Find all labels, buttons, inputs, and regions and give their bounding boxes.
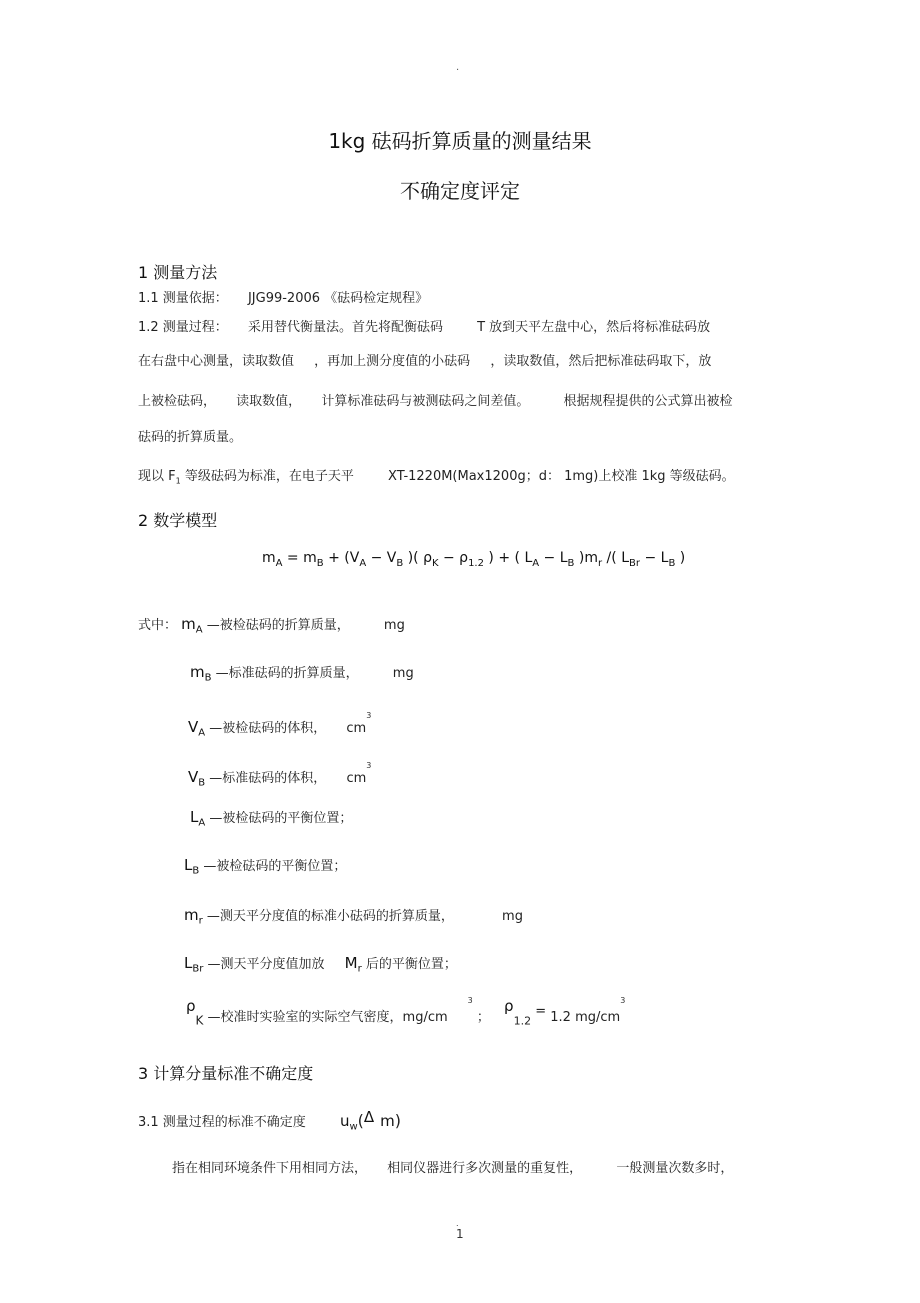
- eq-subscript: w: [349, 1121, 358, 1133]
- eq-operator: =: [535, 1004, 547, 1019]
- eq-subscript: A: [275, 558, 283, 569]
- def-symbol: L: [184, 856, 193, 874]
- def-row-mr: [184, 905, 523, 927]
- eq-subscript: B: [567, 558, 575, 569]
- document-title: 1kg 砝码折算质量的测量结果: [328, 129, 592, 153]
- def-unit: mg: [392, 666, 414, 681]
- paren-close: ): [394, 1111, 402, 1130]
- def-subscript: B: [204, 672, 212, 684]
- delta-symbol: Δ: [363, 1108, 375, 1126]
- paren-open: (: [357, 1111, 364, 1130]
- page-number: [456, 1221, 464, 1241]
- footer-dot: .: [456, 1219, 459, 1228]
- text-segment: 上被检砝码，: [138, 394, 217, 409]
- eq-subscript: r: [597, 558, 603, 569]
- eq-symbol: u: [339, 1112, 350, 1130]
- def-subscript: A: [195, 624, 203, 636]
- def-text: —测天平分度值加放: [207, 957, 325, 972]
- def-unit: mg: [502, 909, 523, 924]
- page-number-value: 1: [456, 1227, 464, 1241]
- section-1-2-line3: [138, 390, 732, 409]
- section-1-2-line5: [138, 465, 735, 486]
- def-symbol: m: [184, 906, 199, 924]
- eq-operator: −: [640, 550, 661, 566]
- text-segment: ，读取数值，然后把标准砝码取下，放: [490, 354, 712, 369]
- def-unit: cm: [346, 721, 367, 736]
- section-3-1: [138, 1108, 401, 1133]
- def-subscript: Br: [192, 963, 204, 975]
- eq-operator: −: [438, 550, 460, 566]
- def-subscript: B: [198, 777, 206, 789]
- eq-subscript: A: [532, 558, 540, 569]
- def-separator: ；: [476, 1010, 490, 1025]
- def-subscript: B: [192, 865, 200, 877]
- def-subscript: A: [198, 727, 206, 739]
- def-superscript: 3: [366, 711, 372, 720]
- eq-symbol: V: [349, 550, 360, 566]
- section-2-heading: 2 数学模型: [138, 511, 218, 530]
- text-segment: 读取数值，: [236, 394, 302, 409]
- section-3-1-paragraph: [172, 1157, 733, 1176]
- def-row-VA: [188, 711, 371, 739]
- eq-operator: =: [282, 550, 304, 566]
- header-dot: .: [456, 62, 460, 73]
- def-subscript: A: [198, 817, 206, 829]
- eq-subscript: K: [431, 558, 439, 569]
- def-text: —标准砝码的体积，: [209, 771, 327, 786]
- label-1-2: 1.2 测量过程：: [138, 320, 228, 335]
- def-text: —被检砝码的平衡位置；: [203, 859, 347, 874]
- eq-operator: )(: [403, 550, 424, 566]
- section-1-2-line1: [138, 316, 710, 335]
- def-row-VB: [188, 761, 371, 789]
- document-subtitle: 不确定度评定: [400, 179, 520, 203]
- def-symbol: L: [184, 954, 193, 972]
- eq-symbol: L: [660, 550, 669, 566]
- def-row-LBr: [184, 953, 457, 975]
- section-1-2-line4: 砝码的折算质量。: [138, 430, 243, 445]
- text-segment: 相同仪器进行多次测量的重复性，: [387, 1161, 583, 1176]
- def-row-rho: [186, 996, 625, 1028]
- def-superscript: 3: [366, 761, 372, 770]
- def-row-mA: [138, 614, 405, 636]
- eq-subscript: B: [396, 558, 404, 569]
- where-label: 式中：: [138, 618, 178, 633]
- text-segment: XT-1220M(Max1200g；d： 1mg)上校准 1kg 等级砝码。: [388, 469, 735, 484]
- def-unit: mg: [383, 618, 405, 633]
- def-superscript: 3: [620, 996, 626, 1005]
- eq-operator: ) + (: [483, 550, 525, 566]
- label-1-1: 1.1 测量依据：: [138, 291, 228, 306]
- model-equation: [262, 550, 685, 569]
- def-symbol: m: [181, 615, 196, 633]
- eq-subscript: A: [359, 558, 367, 569]
- eq-operator: + (: [323, 550, 350, 566]
- eq-symbol: L: [621, 550, 630, 566]
- section-1-1: [138, 287, 428, 306]
- def-subscript: 1.2: [513, 1014, 532, 1028]
- text-segment: 等级砝码为标准，在电子天平: [184, 469, 354, 484]
- text-segment: 采用替代衡量法。首先将配衡砝码: [247, 320, 443, 335]
- label-3-1: 3.1 测量过程的标准不确定度: [138, 1115, 306, 1130]
- eq-operator: ): [574, 550, 585, 566]
- eq-operator: ): [675, 550, 686, 566]
- eq-symbol: m: [380, 1112, 395, 1130]
- eq-symbol: m: [303, 550, 317, 566]
- def-row-LB: [184, 855, 346, 877]
- eq-subscript: 1.2: [468, 558, 484, 569]
- eq-symbol: m: [262, 550, 276, 566]
- eq-symbol: ρ: [459, 550, 469, 566]
- section-1-2-line2: [138, 350, 711, 369]
- section-1-heading: 1 测量方法: [138, 263, 218, 282]
- text-segment: 指在相同环境条件下用相同方法，: [172, 1161, 368, 1176]
- section-3-heading: 3 计算分量标准不确定度: [138, 1064, 314, 1083]
- def-symbol: V: [188, 718, 199, 736]
- text-segment: 一般测量次数多时，: [616, 1161, 734, 1176]
- def-superscript: 3: [467, 996, 473, 1005]
- text-segment: 根据规程提供的公式算出被检: [563, 394, 733, 409]
- eq-symbol: V: [386, 550, 397, 566]
- text-segment: 在右盘中心测量，读取数值: [138, 354, 295, 369]
- eq-operator: −: [539, 550, 560, 566]
- def-symbol: M: [344, 954, 358, 972]
- def-subscript: r: [357, 963, 362, 975]
- def-row-mB: [190, 662, 414, 684]
- text-segment: T 放到天平左盘中心，然后将标准砝码放: [477, 320, 711, 335]
- def-value: 1.2 mg/cm: [550, 1010, 621, 1025]
- rho-symbol: ρ: [186, 997, 196, 1015]
- def-subscript: K: [195, 1013, 204, 1028]
- rho-symbol: ρ: [504, 997, 514, 1015]
- def-text: 后的平衡位置；: [365, 957, 457, 972]
- basis-text: JJG99-2006 《砝码检定规程》: [247, 291, 429, 306]
- text-segment: 现以 F: [138, 469, 176, 484]
- def-text: —被检砝码的折算质量，: [206, 618, 350, 633]
- eq-subscript: B: [316, 558, 324, 569]
- def-text: —测天平分度值的标准小砝码的折算质量，: [206, 909, 454, 924]
- def-row-LA: [190, 807, 352, 829]
- eq-symbol: m: [584, 550, 598, 566]
- def-symbol: m: [190, 663, 205, 681]
- eq-subscript: B: [668, 558, 676, 569]
- subscript: 1: [175, 476, 181, 486]
- def-text: —被检砝码的体积，: [209, 721, 327, 736]
- def-text: —被检砝码的平衡位置；: [209, 811, 353, 826]
- eq-operator: /(: [602, 550, 622, 566]
- def-text: —校准时实验室的实际空气密度，mg/cm: [207, 1010, 448, 1025]
- def-subscript: r: [198, 915, 203, 927]
- eq-symbol: L: [524, 550, 533, 566]
- eq-symbol: ρ: [423, 550, 432, 566]
- text-segment: ，再加上测分度值的小砝码: [314, 354, 471, 369]
- def-text: —标准砝码的折算质量，: [215, 666, 359, 681]
- def-unit: cm: [346, 771, 367, 786]
- def-symbol: V: [188, 768, 199, 786]
- eq-subscript: Br: [629, 558, 640, 569]
- def-symbol: L: [190, 808, 199, 826]
- text-segment: 计算标准砝码与被测砝码之间差值。: [321, 394, 530, 409]
- eq-operator: −: [366, 550, 387, 566]
- eq-symbol: L: [559, 550, 568, 566]
